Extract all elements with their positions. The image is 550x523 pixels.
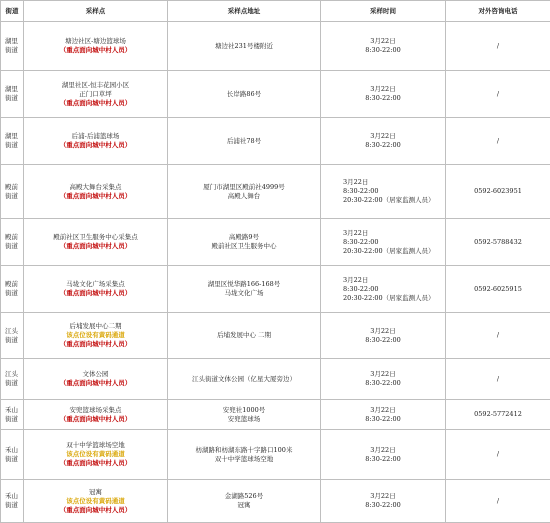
address-line: 江头街道文体公园（亿星大厦旁边） (169, 375, 319, 384)
cell-phone: / (446, 480, 550, 523)
cell-point (24, 313, 168, 359)
point-name: 正门口草坪 (25, 90, 166, 99)
cell-street: 殿前街道 (1, 266, 24, 313)
cell-time (321, 266, 446, 313)
point-name: 冠寓 (25, 488, 166, 497)
time-line: 8:30-22:00 (343, 187, 444, 196)
table-row (1, 400, 550, 430)
point-name: 文体公园 (25, 370, 166, 379)
time-line: 20:30-22:00（居家监测人员） (343, 196, 444, 205)
note-urban-village: （重点面向城中村人员） (25, 506, 166, 515)
cell-street: 禾山街道 (1, 400, 24, 430)
cell-address (168, 359, 321, 400)
cell-address (168, 165, 321, 219)
address-line: 长岸路86号 (169, 90, 319, 99)
table-row (1, 22, 550, 71)
time-line: 8:30-22:00 (322, 379, 444, 388)
time-line: 3月22日 (343, 276, 444, 285)
address-line: 湖里区悦华路166-168号 (169, 280, 319, 289)
cell-address (168, 118, 321, 165)
time-line: 20:30-22:00（居家监测人员） (343, 294, 444, 303)
cell-street: 禾山街道 (1, 430, 24, 480)
table-header-row (1, 1, 550, 22)
cell-time (321, 430, 446, 480)
cell-phone: / (446, 430, 550, 480)
cell-phone: / (446, 118, 550, 165)
table-row (1, 480, 550, 523)
table-row (1, 219, 550, 266)
address-line: 厦门市湖里区殿前社4999号 (169, 183, 319, 192)
cell-point (24, 71, 168, 118)
cell-phone: / (446, 313, 550, 359)
time-line: 8:30-22:00 (322, 501, 444, 510)
point-name: 塘边社区-塘边篮球场 (25, 37, 166, 46)
time-line: 3月22日 (322, 446, 444, 455)
note-yellow-code-lane: 该点位设有黄码通道 (25, 450, 166, 459)
point-name: 双十中学篮球场空地 (25, 441, 166, 450)
note-urban-village: （重点面向城中村人员） (25, 46, 166, 55)
table-row (1, 118, 550, 165)
cell-street: 湖里街道 (1, 22, 24, 71)
time-line: 3月22日 (343, 229, 444, 238)
note-yellow-code-lane: 该点位设有黄码通道 (25, 497, 166, 506)
point-name: 湖里社区-恒丰花园小区 (25, 81, 166, 90)
cell-point (24, 22, 168, 71)
table-body (1, 22, 550, 523)
time-line: 8:30-22:00 (322, 415, 444, 424)
cell-phone: 0592-5772412 (446, 400, 550, 430)
point-name: 高殿大舞台采集点 (25, 183, 166, 192)
note-urban-village: （重点面向城中村人员） (25, 141, 166, 150)
time-line: 3月22日 (322, 132, 444, 141)
header-street: 街道 (1, 1, 24, 22)
time-line: 3月22日 (322, 406, 444, 415)
time-line: 8:30-22:00 (322, 94, 444, 103)
cell-street: 江头街道 (1, 313, 24, 359)
note-urban-village: （重点面向城中村人员） (25, 379, 166, 388)
time-line: 8:30-22:00 (322, 336, 444, 345)
time-line: 8:30-22:00 (343, 238, 444, 247)
cell-address (168, 266, 321, 313)
point-name: 后埔发展中心二期 (25, 322, 166, 331)
address-line: 枋湖路和枋湖东路十字路口100米 (169, 446, 319, 455)
time-line: 8:30-22:00 (322, 46, 444, 55)
cell-time (321, 480, 446, 523)
table-row (1, 359, 550, 400)
time-line: 20:30-22:00（居家监测人员） (343, 247, 444, 256)
cell-address (168, 430, 321, 480)
cell-street: 禾山街道 (1, 480, 24, 523)
time-line: 3月22日 (322, 492, 444, 501)
point-name: 殿前社区卫生服务中心采集点 (25, 233, 166, 242)
address-line: 后浦社78号 (169, 137, 319, 146)
time-line: 8:30-22:00 (322, 141, 444, 150)
cell-address (168, 313, 321, 359)
cell-phone: / (446, 71, 550, 118)
cell-address (168, 71, 321, 118)
note-urban-village: （重点面向城中村人员） (25, 242, 166, 251)
note-urban-village: （重点面向城中村人员） (25, 340, 166, 349)
cell-point (24, 219, 168, 266)
header-time: 采样时间 (321, 1, 446, 22)
cell-time (321, 165, 446, 219)
cell-point (24, 430, 168, 480)
table-row (1, 430, 550, 480)
note-urban-village: （重点面向城中村人员） (25, 289, 166, 298)
cell-point (24, 118, 168, 165)
cell-time (321, 71, 446, 118)
address-line: 马垅文化广场 (169, 289, 319, 298)
cell-time (321, 118, 446, 165)
cell-address (168, 480, 321, 523)
address-line: 金湖路526号 (169, 492, 319, 501)
cell-point (24, 359, 168, 400)
time-line: 3月22日 (322, 85, 444, 94)
table-row (1, 266, 550, 313)
time-line: 3月22日 (322, 370, 444, 379)
cell-street: 湖里街道 (1, 71, 24, 118)
header-point: 采样点 (24, 1, 168, 22)
cell-address (168, 22, 321, 71)
time-line: 3月22日 (322, 37, 444, 46)
address-line: 安兜社1000号 (169, 406, 319, 415)
header-phone: 对外咨询电话 (446, 1, 550, 22)
cell-time (321, 219, 446, 266)
table-row (1, 313, 550, 359)
cell-street: 江头街道 (1, 359, 24, 400)
address-line: 殿前社区卫生服务中心 (169, 242, 319, 251)
time-line: 8:30-22:00 (322, 455, 444, 464)
cell-phone: 0592-6023951 (446, 165, 550, 219)
note-urban-village: （重点面向城中村人员） (25, 192, 166, 201)
cell-phone: 0592-6025915 (446, 266, 550, 313)
cell-time (321, 22, 446, 71)
note-yellow-code-lane: 该点位设有黄码通道 (25, 331, 166, 340)
address-line: 安兜篮球场 (169, 415, 319, 424)
cell-point (24, 165, 168, 219)
table-row (1, 71, 550, 118)
point-name: 马垅文化广场采集点 (25, 280, 166, 289)
address-line: 塘边社231号楼附近 (169, 42, 319, 51)
note-urban-village: （重点面向城中村人员） (25, 459, 166, 468)
cell-phone: / (446, 359, 550, 400)
address-line: 高殿人舞台 (169, 192, 319, 201)
cell-point (24, 266, 168, 313)
cell-street: 殿前街道 (1, 219, 24, 266)
point-name: 安兜篮球场采集点 (25, 406, 166, 415)
address-line: 后埔发展中心 二期 (169, 331, 319, 340)
note-urban-village: （重点面向城中村人员） (25, 415, 166, 424)
table-row (1, 165, 550, 219)
cell-time (321, 400, 446, 430)
point-name: 后浦-后浦篮球场 (25, 132, 166, 141)
cell-time (321, 313, 446, 359)
cell-time (321, 359, 446, 400)
note-urban-village: （重点面向城中村人员） (25, 99, 166, 108)
cell-phone: / (446, 22, 550, 71)
cell-address (168, 219, 321, 266)
cell-phone: 0592-5788432 (446, 219, 550, 266)
cell-street: 湖里街道 (1, 118, 24, 165)
time-line: 8:30-22:00 (343, 285, 444, 294)
address-line: 冠寓 (169, 501, 319, 510)
cell-point (24, 400, 168, 430)
cell-street: 殿前街道 (1, 165, 24, 219)
cell-point (24, 480, 168, 523)
cell-address (168, 400, 321, 430)
time-line: 3月22日 (343, 178, 444, 187)
header-address: 采样点地址 (168, 1, 321, 22)
address-line: 高殿路9号 (169, 233, 319, 242)
time-line: 3月22日 (322, 327, 444, 336)
address-line: 双十中学篮球场空地 (169, 455, 319, 464)
